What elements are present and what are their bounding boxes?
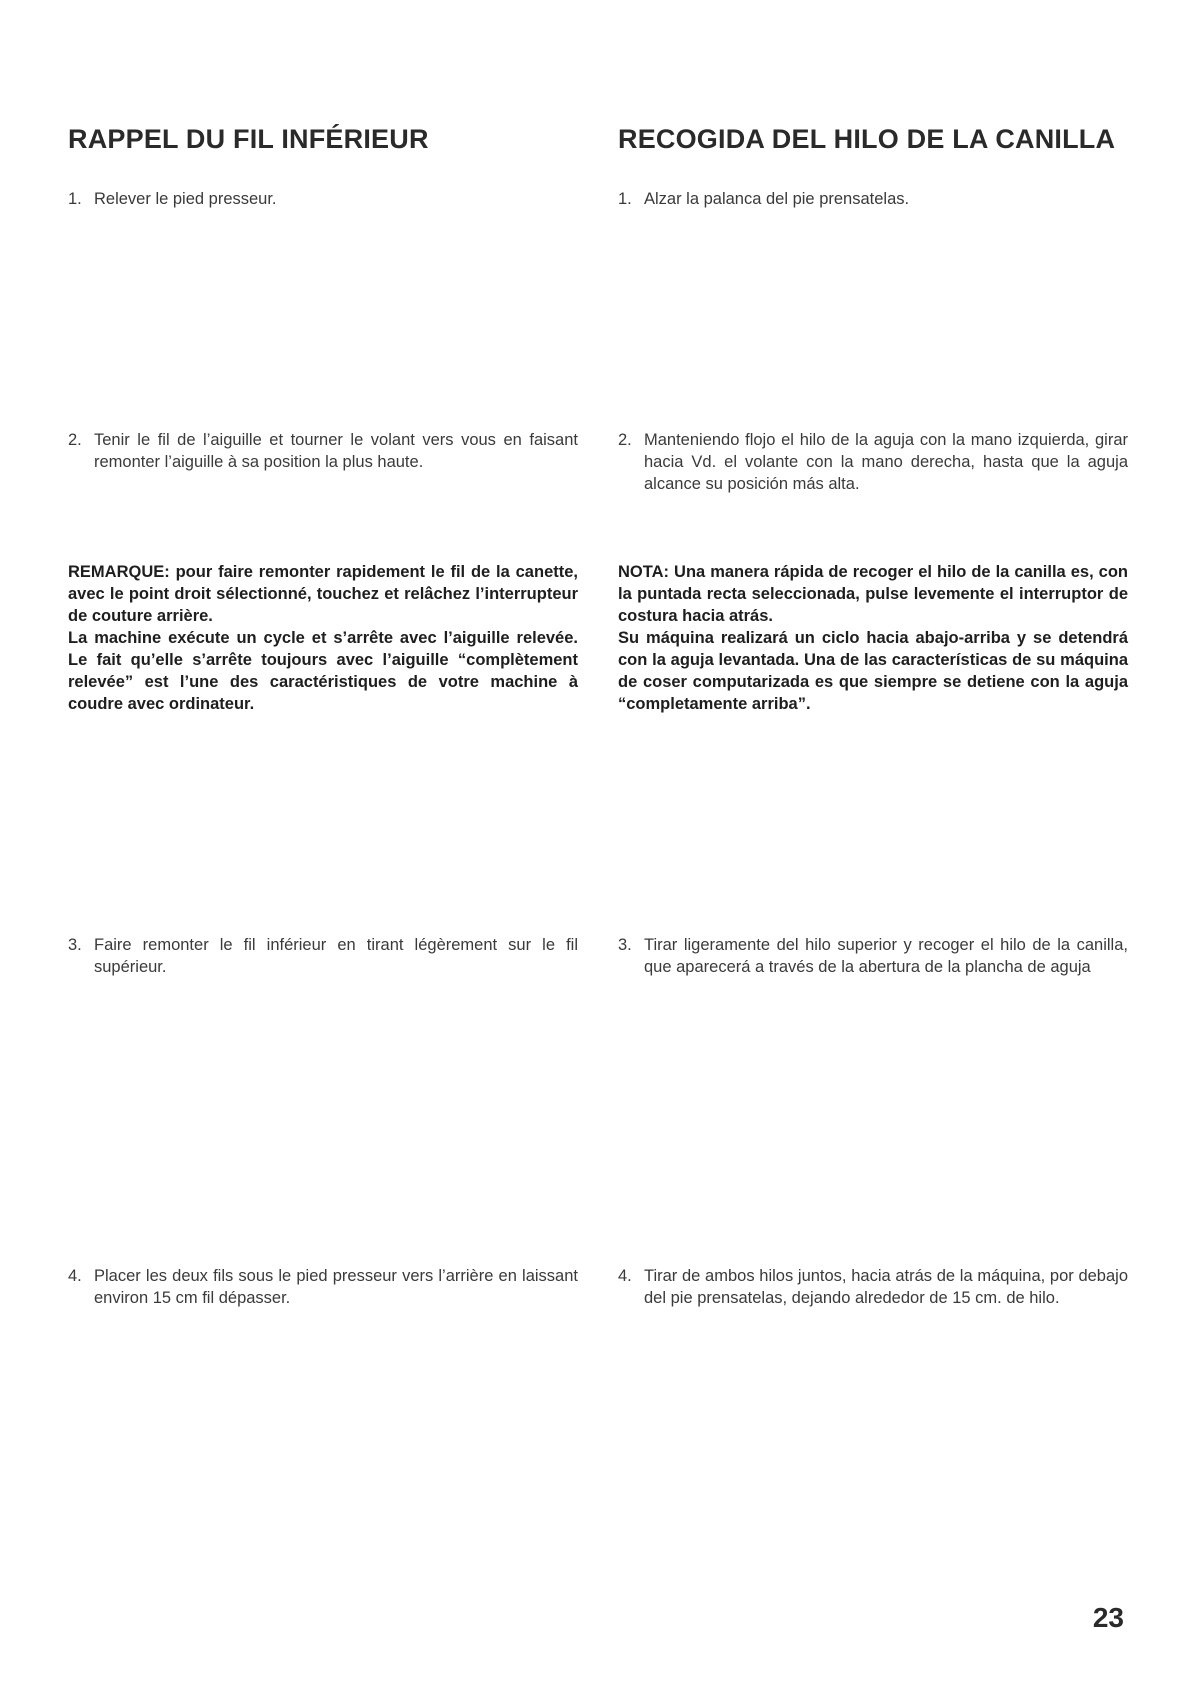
step-number: 1. — [618, 190, 632, 208]
step-number: 4. — [618, 1267, 632, 1285]
step-number: 3. — [618, 936, 632, 954]
french-step-3 — [68, 934, 578, 978]
note-line-1: Una manera rápida de recoger el hilo de la canilla es, con la puntada recta seleccionada, pulse levemente el interruptor de costura hacia atrás. — [618, 563, 1128, 625]
french-note — [68, 561, 578, 715]
note-label: REMARQUE: — [68, 563, 170, 581]
step-text: Tirar ligeramente del hilo superior y recoger el hilo de la canilla, que aparecerá a través de la abertura de la plancha de aguja — [644, 936, 1128, 976]
step-number: 2. — [68, 431, 82, 449]
spanish-note — [618, 561, 1128, 715]
spanish-heading: RECOGIDA DEL HILO DE LA CANILLA — [618, 124, 1116, 154]
step-number: 3. — [68, 936, 82, 954]
spanish-step-2 — [618, 429, 1128, 495]
step-text: Tirar de ambos hilos juntos, hacia atrás de la máquina, por debajo del pie prensatelas, dejando alrededor de 15 cm. de hilo. — [644, 1267, 1128, 1307]
step-number: 2. — [618, 431, 632, 449]
spanish-column — [618, 0, 1128, 1684]
step-text: Manteniendo flojo el hilo de la aguja con la mano izquierda, girar hacia Vd. el volante con la mano derecha, hasta que la aguja alcance su posición más alta. — [644, 431, 1128, 493]
french-step-2 — [68, 429, 578, 473]
spanish-step-4 — [618, 1265, 1128, 1309]
french-step-1 — [68, 188, 578, 210]
french-step-4 — [68, 1265, 578, 1309]
step-text: Relever le pied presseur. — [94, 190, 277, 208]
note-line-2: La machine exécute un cycle et s’arrête avec l’aiguille relevée. Le fait qu’elle s’arrête toujours avec l’aiguille “complètement relevée” est l’une des caractéristiques de votre machine à coudre avec ordinateur. — [68, 629, 578, 713]
step-text: Alzar la palanca del pie prensatelas. — [644, 190, 910, 208]
note-line-1: pour faire remonter rapidement le fil de la canette, avec le point droit sélectionné, touchez et relâchez l’interrupteur de couture arrière. — [68, 563, 578, 625]
french-heading: RAPPEL DU FIL INFÉRIEUR — [68, 124, 429, 154]
step-text: Faire remonter le fil inférieur en tirant légèrement sur le fil supérieur. — [94, 936, 578, 976]
note-label: NOTA: — [618, 563, 670, 581]
note-line-2: Su máquina realizará un ciclo hacia abajo-arriba y se detendrá con la aguja levantada. Una de las características de su máquina de coser computarizada es que siempre se detiene con la aguja “completamente arriba”. — [618, 629, 1128, 713]
step-number: 1. — [68, 190, 82, 208]
page-number: 23 — [1092, 1602, 1124, 1633]
spanish-step-1 — [618, 188, 1128, 210]
step-text: Placer les deux fils sous le pied presseur vers l’arrière en laissant environ 15 cm fil dépasser. — [94, 1267, 578, 1307]
step-text: Tenir le fil de l’aiguille et tourner le volant vers vous en faisant remonter l’aiguille à sa position la plus haute. — [94, 431, 578, 471]
step-number: 4. — [68, 1267, 82, 1285]
spanish-step-3 — [618, 934, 1128, 978]
french-column — [68, 0, 578, 1684]
